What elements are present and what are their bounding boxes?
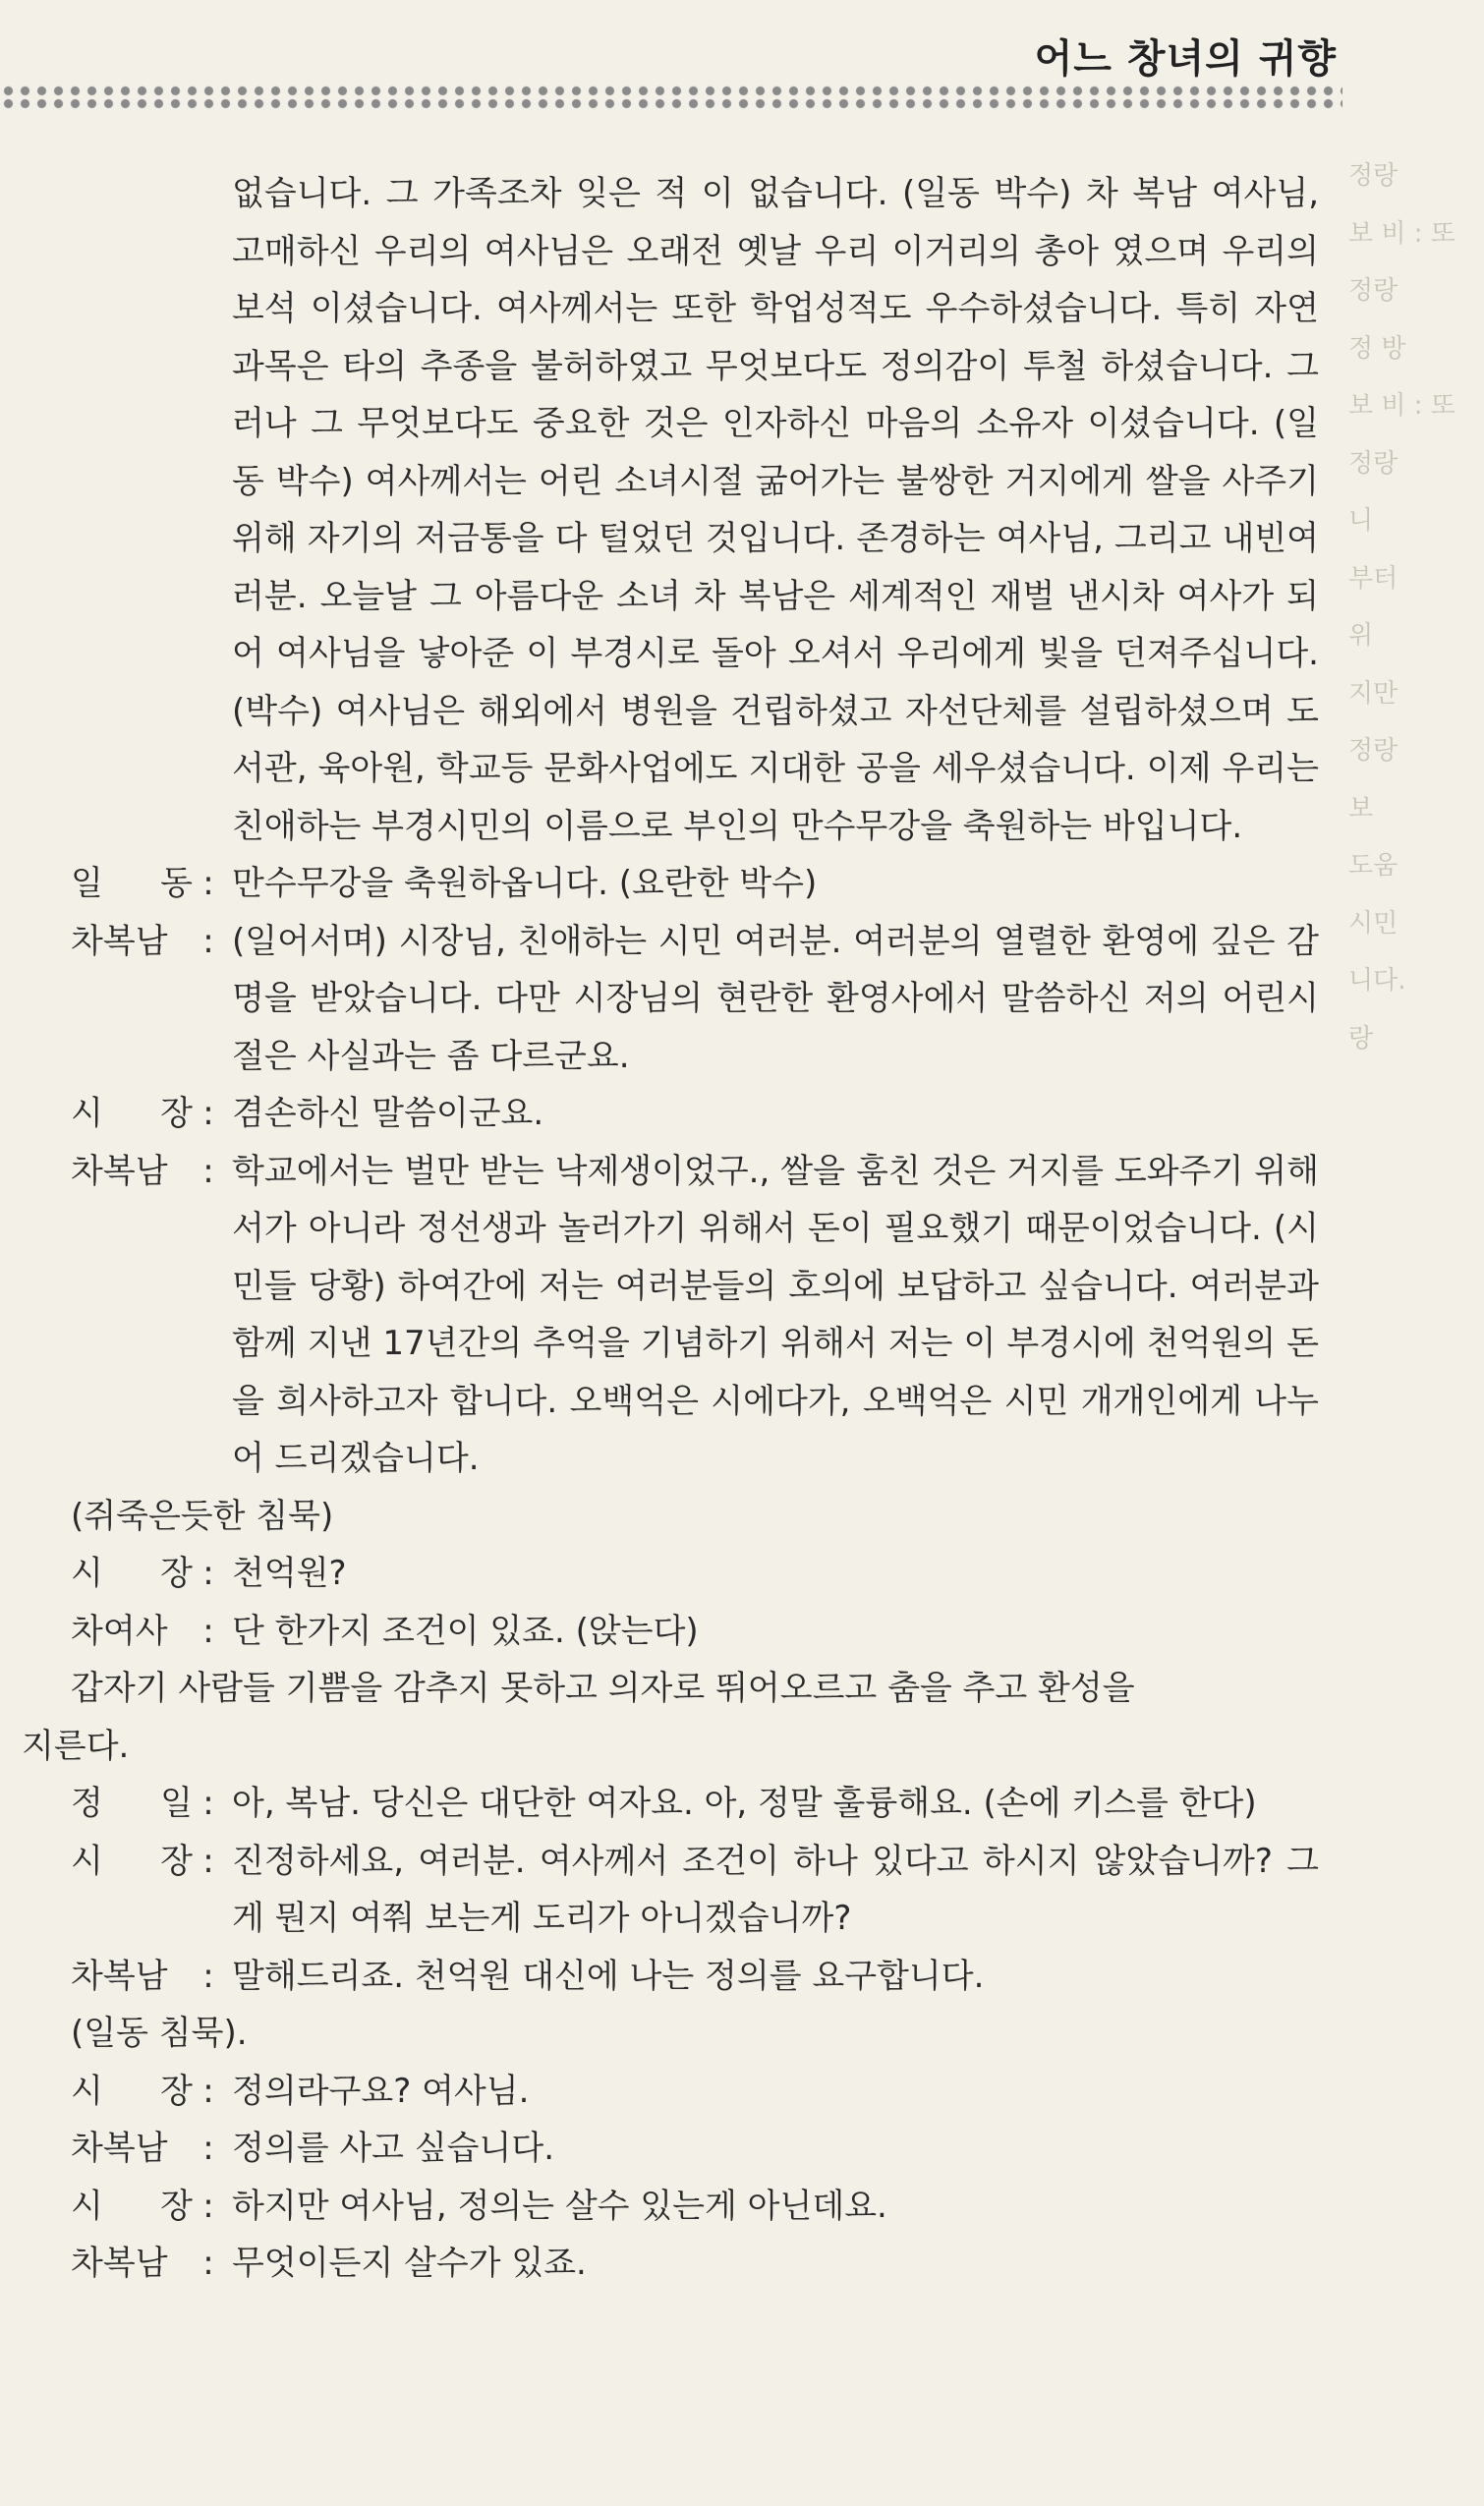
facing-page-fragment: 정랑 — [1348, 736, 1398, 766]
speaker-label — [71, 1833, 232, 1891]
dialogue-line — [0, 2235, 1342, 2293]
dialogue-text: 천억원? — [232, 1554, 347, 1593]
facing-page-fragment: 보 — [1348, 793, 1374, 824]
dialogue-line — [0, 1143, 1342, 1488]
facing-page-fragment: 시민 — [1348, 908, 1398, 939]
speaker-name: 차복남 — [71, 2129, 168, 2168]
dialogue-line — [0, 2063, 1342, 2121]
speaker-colon: : — [202, 921, 214, 961]
speaker-name: 시 장 — [71, 1094, 193, 1133]
speaker-label — [71, 1603, 232, 1661]
dialogue-text: 진정하세요, 여러분. 여사께서 조건이 하나 있다고 하시지 않았습니까? 그게 뭔지 여쭤 보는게 도리가 아니겠습니까? — [232, 1841, 1319, 1938]
dialogue-line — [0, 1545, 1342, 1603]
dotted-header-rule — [0, 85, 1342, 110]
speaker-colon: : — [202, 1554, 214, 1593]
speaker-colon: : — [202, 1094, 214, 1133]
speaker-colon: : — [202, 1841, 214, 1881]
script-body — [0, 165, 1342, 2293]
running-header-title: 어느 창녀의 귀향 — [1034, 36, 1337, 82]
speaker-name: 시 장 — [71, 2186, 193, 2226]
dialogue-text: 하지만 여사님, 정의는 살수 있는게 아닌데요. — [232, 2186, 887, 2226]
speaker-colon: : — [202, 1151, 214, 1191]
speaker-label — [71, 1775, 232, 1833]
speaker-label — [71, 855, 232, 913]
dialogue-text: 정의라구요? 여사님. — [232, 2071, 530, 2111]
facing-page-fragment: 보 비 : 또 — [1348, 391, 1455, 421]
facing-page-fragment: 정랑 — [1348, 161, 1398, 191]
speaker-name: 차복남 — [71, 2244, 168, 2283]
dialogue-line — [0, 1833, 1342, 1948]
speaker-label — [71, 2178, 232, 2236]
dialogue-text: 학교에서는 벌만 받는 낙제생이었구., 쌀을 훔친 것은 거지를 도와주기 위해서가 아니라 정선생과 놀러가기 위해서 돈이 필요했기 때문이었습니다. (시민들 당황) 하여간에 저는 여러분들의 호의에 보답하고 싶습니다. 여러분과 함께 지낸 17년간의 추억을 기념하기 위해서 저는 이 부경시에 천억원의 돈을 희사하고자 합니다. 오백억은 시에다가, 오백억은 시민 개개인에게 나누어 드리겠습니다. — [232, 1151, 1319, 1478]
speaker-colon: : — [202, 2244, 214, 2283]
speaker-name: 차여사 — [71, 1611, 168, 1651]
facing-page-fragment: 니다. — [1348, 966, 1406, 996]
speaker-label — [71, 1085, 232, 1143]
facing-page-fragment: 위 — [1348, 621, 1374, 651]
stage-direction-wide — [0, 1660, 1342, 1775]
dialogue-line — [0, 855, 1342, 913]
dialogue-text: 만수무강을 축원하옵니다. (요란한 박수) — [232, 864, 818, 903]
speaker-label — [71, 2063, 232, 2121]
dialogue-text: 정의를 사고 싶습니다. — [232, 2129, 555, 2168]
speaker-label — [71, 1948, 232, 2006]
facing-page-fragment: 보 비 : 또 — [1348, 218, 1455, 249]
stage-direction: (쥐죽은듯한 침묵) — [71, 1496, 334, 1536]
speaker-label — [71, 1545, 232, 1603]
dialogue-text: (일어서며) 시장님, 친애하는 시민 여러분. 여러분의 열렬한 환영에 깊은 감명을 받았습니다. 다만 시장님의 현란한 환영사에서 말씀하신 저의 어린시절은 사실과는 좀 다르군요. — [232, 921, 1319, 1076]
facing-page-fragment: 정 방 — [1348, 333, 1406, 364]
speaker-colon: : — [202, 1784, 214, 1823]
speaker-label — [71, 2235, 232, 2293]
facing-page-fragment: 정랑 — [1348, 276, 1398, 306]
speaker-colon: : — [202, 1611, 214, 1651]
dialogue-text: 단 한가지 조건이 있죠. (앉는다) — [232, 1611, 699, 1651]
speaker-label — [71, 1143, 232, 1201]
dialogue-line — [0, 913, 1342, 1086]
speaker-name: 차복남 — [71, 1956, 168, 1996]
dialogue-line — [0, 1085, 1342, 1143]
speaker-name: 시 장 — [71, 2071, 193, 2111]
speaker-name: 일 동 — [71, 864, 193, 903]
facing-page-bleed — [1348, 147, 1476, 1067]
speaker-colon: : — [202, 2071, 214, 2111]
dialogue-text: 아, 복남. 당신은 대단한 여자요. 아, 정말 훌륭해요. (손에 키스를 한다) — [232, 1784, 1257, 1823]
dialogue-continuation: 없습니다. 그 가족조차 잊은 적 이 없습니다. (일동 박수) 차 복남 여사님, 고매하신 우리의 여사님은 오래전 옛날 우리 이거리의 총아 였으며 우리의 보석 이셨습니다. 여사께서는 또한 학업성적도 우수하셨습니다. 특히 자연과목은 타의 추종을 불허하였고 무엇보다도 정의감이 투철 하셨습니다. 그러나 그 무엇보다도 중요한 것은 인자하신 마음의 소유자 이셨습니다. (일동 박수) 여사께서는 어린 소녀시절 굶어가는 불쌍한 거지에게 쌀을 사주기 위해 자기의 저금통을 다 털었던 것입니다. 존경하는 여사님, 그리고 내빈여러분. 오늘날 그 아름다운 소녀 차 복남은 세계적인 재벌 낸시차 여사가 되어 여사님을 낳아준 이 부경시로 돌아 오셔서 우리에게 빛을 던져주십니다. (박수) 여사님은 해외에서 병원을 건립하셨고 자선단체를 설립하셨으며 도서관, 육아원, 학교등 문화사업에도 지대한 공을 세우셨습니다. 이제 우리는 친애하는 부경시민의 이름으로 부인의 만수무강을 축원하는 바입니다. — [232, 174, 1319, 846]
dialogue-line — [0, 1948, 1342, 2006]
stage-direction-first-line: 갑자기 사람들 기쁨을 감추지 못하고 의자로 뛰어오르고 춤을 추고 환성을 — [71, 1669, 1135, 1708]
facing-page-fragment: 도움 — [1348, 851, 1398, 881]
speaker-colon: : — [202, 864, 214, 903]
speaker-name: 차복남 — [71, 921, 168, 961]
dialogue-text: 겸손하신 말씀이군요. — [232, 1094, 544, 1133]
facing-page-fragment: 정랑 — [1348, 448, 1398, 479]
speaker-name: 차복남 — [71, 1151, 168, 1191]
facing-page-fragment: 지만 — [1348, 678, 1398, 709]
dialogue-line — [0, 2120, 1342, 2178]
dialogue-line — [0, 1603, 1342, 1661]
speaker-label — [71, 913, 232, 971]
speaker-colon: : — [202, 2186, 214, 2226]
speaker-colon: : — [202, 1956, 214, 1996]
facing-page-fragment: 랑 — [1348, 1023, 1374, 1054]
dialogue-line — [0, 2178, 1342, 2236]
speaker-label — [71, 2120, 232, 2178]
stage-direction: (일동 침묵). — [71, 2014, 248, 2053]
dialogue-line — [0, 1775, 1342, 1833]
facing-page-fragment: 니 — [1348, 506, 1374, 536]
speaker-name: 정 일 — [71, 1784, 193, 1823]
dialogue-text: 무엇이든지 살수가 있죠. — [232, 2244, 587, 2283]
dialogue-text: 말해드리죠. 천억원 대신에 나는 정의를 요구합니다. — [232, 1956, 985, 1996]
speaker-name: 시 장 — [71, 1841, 193, 1881]
speaker-name: 시 장 — [71, 1554, 193, 1593]
stage-direction-rest: 지른다. — [22, 1726, 130, 1766]
speaker-colon: : — [202, 2129, 214, 2168]
facing-page-fragment: 부터 — [1348, 563, 1398, 594]
